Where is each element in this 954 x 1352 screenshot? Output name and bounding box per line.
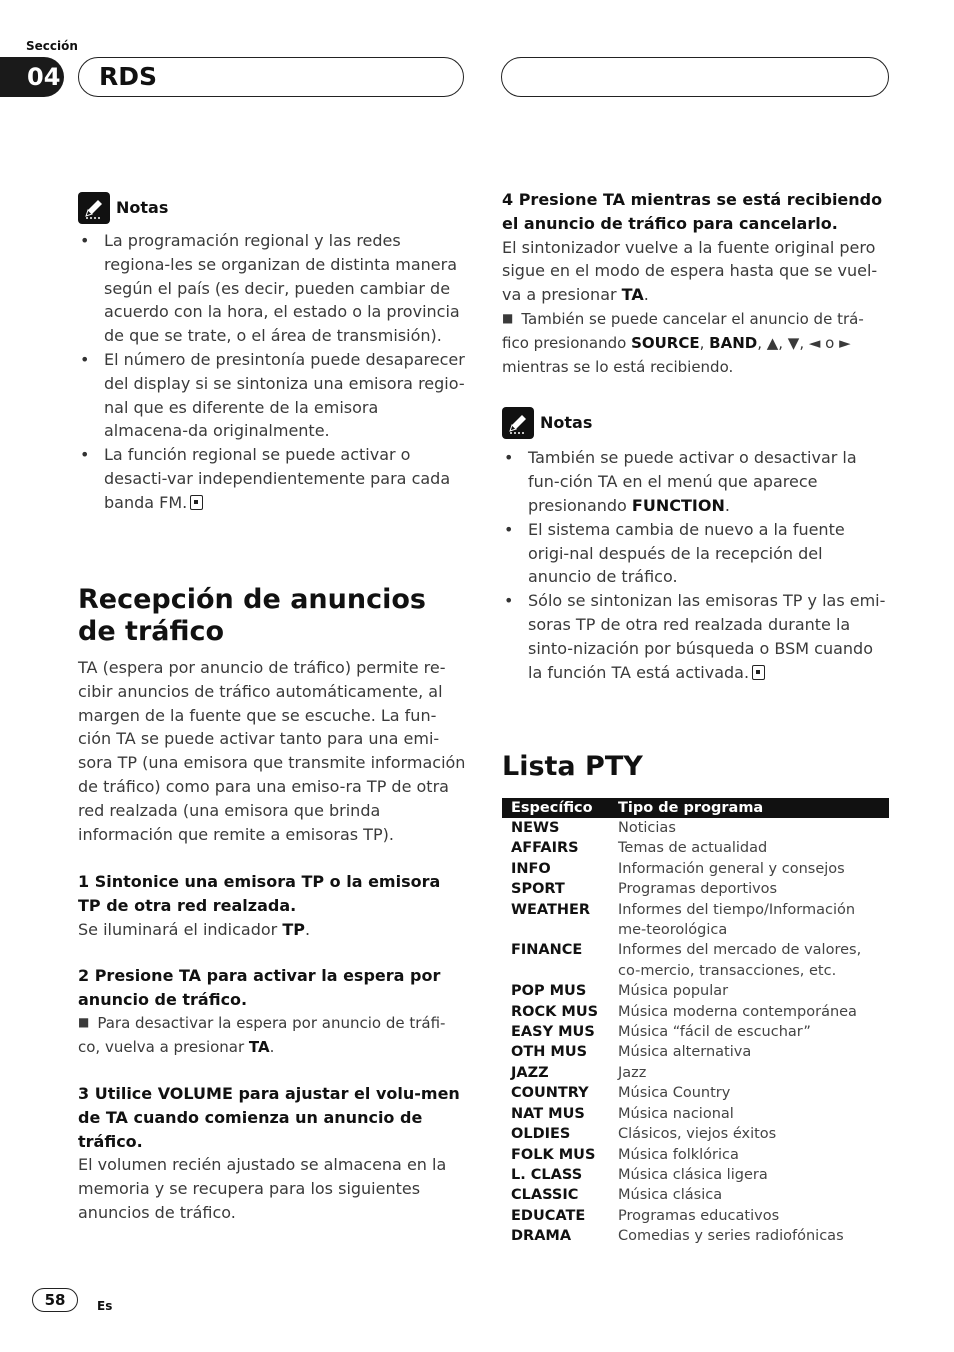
pty-table-body <box>502 818 889 1247</box>
right-header-frame <box>501 57 889 97</box>
intro-paragraph: TA (espera por anuncio de tráfico) permite re-cibir anuncios de tráfico automáticamente, al margen de la fuente que se escuche. La fun-ción TA se puede activar tanto para una emi-sora TP (una emisora que transmite información de tráfico) como para una emiso-ra TP de otra red realzada (una emisora que brinda información que remite a emisoras TP). <box>78 658 466 844</box>
language-code: Es <box>97 1299 113 1313</box>
table-row <box>502 981 889 1001</box>
notes-list <box>78 229 466 515</box>
pty-description: Música Country <box>618 1085 731 1102</box>
table-row <box>502 1063 889 1083</box>
left-column <box>78 192 466 515</box>
pty-table-header <box>502 798 889 818</box>
table-row <box>502 859 889 879</box>
table-row <box>502 900 889 941</box>
table-row <box>502 940 889 981</box>
step-4-subnote: ■ También se puede cancelar el anuncio de trá-fico presionando SOURCE, BAND, ▲, ▼, ◄ o ► mientras se lo está recibiendo. <box>502 309 864 376</box>
note-item: • Sólo se sintonizan las emisoras TP y las emi-soras TP de otra red realzada durante la sinto-nización por búsqueda o BSM cuando la función TA está activada. <box>502 589 890 684</box>
pty-code: SPORT <box>511 881 565 898</box>
section-title: RDS <box>99 62 158 91</box>
table-row <box>502 1124 889 1144</box>
step-3-title: 3 Utilice VOLUME para ajustar el volu-men de TA cuando comienza un anuncio de tráfico. <box>78 1083 460 1151</box>
pty-code: L. CLASS <box>511 1166 583 1183</box>
step-1-title: 1 Sintonice una emisora TP o la emisora TP de otra red realzada. <box>78 872 441 916</box>
pty-code: EDUCATE <box>511 1207 586 1224</box>
end-of-section-icon <box>752 665 765 680</box>
pty-code: FOLK MUS <box>511 1146 596 1163</box>
pty-code: CLASSIC <box>511 1187 579 1204</box>
note-text: La función regional se puede activar o desacti-var independientemente para cada banda FM. <box>104 445 451 512</box>
tp-indicator: TP <box>282 919 305 939</box>
pty-description: Comedias y series radiofónicas <box>618 1228 844 1245</box>
pty-description: Informes del mercado de valores, co-mercio, transacciones, etc. <box>618 942 862 979</box>
pty-code: POP MUS <box>511 983 587 1000</box>
header-cell: Tipo de programa <box>618 800 764 816</box>
pty-code: JAZZ <box>511 1064 549 1081</box>
section-number-badge: 04 <box>0 57 64 97</box>
pty-code: INFO <box>511 860 551 877</box>
pty-code: WEATHER <box>511 901 591 918</box>
notes-label: Notas <box>540 413 593 433</box>
note-item <box>78 443 466 514</box>
pty-code: NAT MUS <box>511 1105 585 1122</box>
pty-description: Música clásica <box>618 1187 723 1204</box>
pty-description: Música moderna contemporánea <box>618 1003 857 1020</box>
table-row <box>502 818 889 838</box>
section-heading: Recepción de anuncios de tráfico <box>78 584 426 647</box>
notes-list <box>502 446 890 684</box>
pty-code: NEWS <box>511 820 560 836</box>
pty-code: COUNTRY <box>511 1085 589 1102</box>
table-row <box>502 1042 889 1062</box>
pty-description: Información general y consejos <box>618 860 845 877</box>
pty-description: Programas deportivos <box>618 881 778 898</box>
step-3-text: El volumen recién ajustado se almacena en la memoria y se recupera para los siguientes anuncios de tráfico. <box>78 1155 447 1222</box>
pencil-note-icon <box>502 407 534 439</box>
pty-code: AFFAIRS <box>511 840 579 857</box>
notes-header <box>502 407 890 439</box>
note-item: • El sistema cambia de nuevo a la fuente origi-nal después de la recepción del anuncio de tráfico. <box>502 518 890 589</box>
table-row <box>502 838 889 858</box>
notes-label: Notas <box>116 198 169 218</box>
header-cell: Específico <box>511 800 593 816</box>
table-row <box>502 1002 889 1022</box>
step-1-text: Se iluminará el indicador TP. <box>78 919 311 939</box>
pty-description: Música folklórica <box>618 1146 739 1163</box>
notes-header <box>78 192 466 224</box>
pty-description: Clásicos, viejos éxitos <box>618 1126 777 1143</box>
note-item: • El número de presintonía puede desaparecer del display si se sintoniza una emisora regio-nal que es diferente de la emisora almacena-da originalmente. <box>78 348 466 443</box>
table-row <box>502 1104 889 1124</box>
pty-description: Noticias <box>618 820 676 836</box>
pty-code: FINANCE <box>511 942 583 959</box>
pty-table <box>502 798 889 1247</box>
page-number: 58 <box>32 1288 78 1312</box>
pty-description: Música alternativa <box>618 1044 752 1061</box>
pty-heading: Lista PTY <box>502 751 643 782</box>
pty-code: EASY MUS <box>511 1024 595 1041</box>
step-2-text: ■ Para desactivar la espera por anuncio de tráfi-co, vuelva a presionar TA. <box>78 1014 446 1057</box>
table-row <box>502 1145 889 1165</box>
pty-description: Música nacional <box>618 1105 734 1122</box>
right-column <box>502 188 890 684</box>
table-row <box>502 1226 889 1246</box>
note-item: • También se puede activar o desactivar la fun-ción TA en el menú que aparece presionando FUNCTION. <box>502 446 890 517</box>
pty-code: DRAMA <box>511 1228 572 1245</box>
step-2-title: 2 Presione TA para activar la espera por anuncio de tráfico. <box>78 965 441 1009</box>
table-row <box>502 1206 889 1226</box>
traffic-section <box>78 584 466 1225</box>
pty-description: Temas de actualidad <box>618 840 768 857</box>
pty-description: Programas educativos <box>618 1207 780 1224</box>
pty-description: Jazz <box>618 1064 647 1081</box>
pty-code: OLDIES <box>511 1126 571 1143</box>
pty-description: Música popular <box>618 983 729 1000</box>
table-row <box>502 1185 889 1205</box>
section-label: Sección <box>26 39 78 53</box>
pty-description: Informes del tiempo/Información me-teorológica <box>618 901 856 939</box>
step-4-text: El sintonizador vuelve a la fuente original pero sigue en el modo de espera hasta que se vuel-va a presionar TA. <box>502 237 878 305</box>
pty-description: Música clásica ligera <box>618 1166 768 1183</box>
table-row <box>502 879 889 899</box>
table-row <box>502 1165 889 1185</box>
note-item: • La programación regional y las redes regiona-les se organizan de distinta manera según el país (es decir, pueden cambiar de acuerdo con la hora, el estado o la provincia de que se trate, o el área de transmisión). <box>78 229 466 348</box>
pencil-note-icon <box>78 192 110 224</box>
table-row <box>502 1022 889 1042</box>
table-row <box>502 1083 889 1103</box>
pty-code: ROCK MUS <box>511 1003 599 1020</box>
pty-description: Música “fácil de escuchar” <box>618 1024 811 1041</box>
step-4-title: 4 Presione TA mientras se está recibiendo el anuncio de tráfico para cancelarlo. <box>502 190 883 233</box>
pty-code: OTH MUS <box>511 1044 588 1061</box>
end-of-section-icon <box>190 495 203 510</box>
